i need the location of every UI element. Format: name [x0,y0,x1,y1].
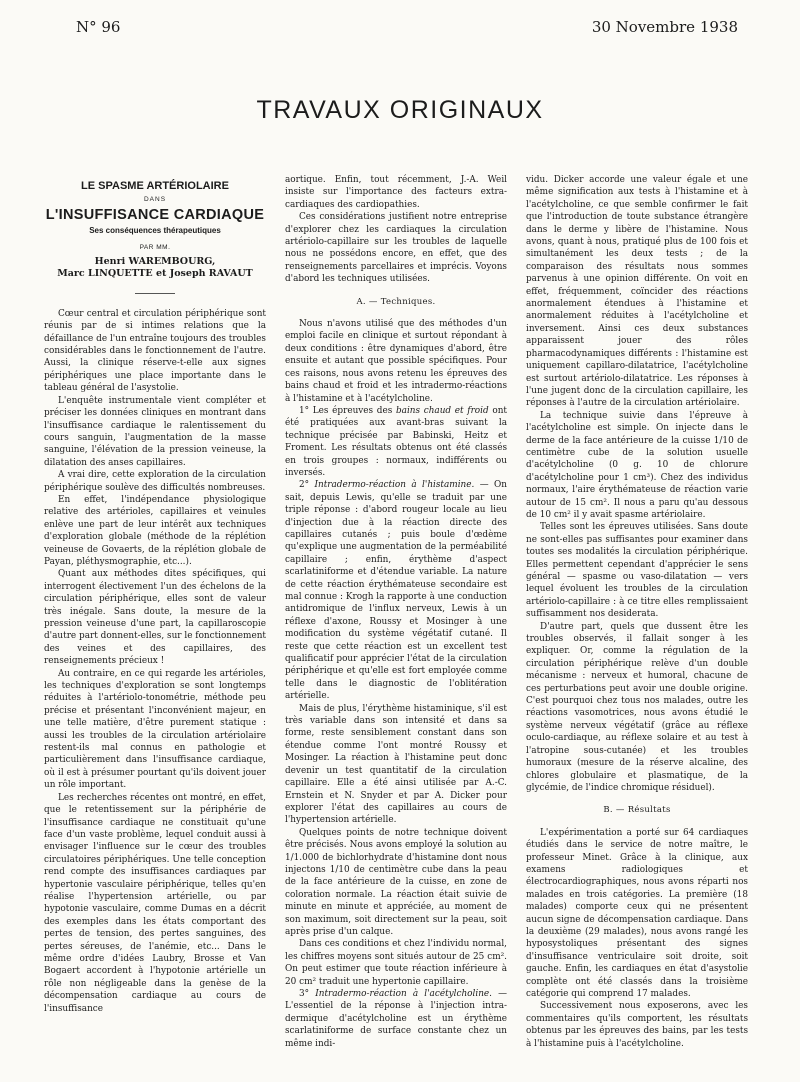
article-title-line1: LE SPASME ARTÉRIOLAIRE [81,180,229,192]
paragraph: 2° Intradermo-réaction à l'histamine. — On sait, depuis Lewis, qu'elle se traduit par une triple réponse : d'abord rougeur locale au lieu d'injection due à la réaction directe des capillaires cutanés ; puis boule d'œdème qu'explique une augmentation de la perméabilité capillaire ; enfin, érythème d'aspect scarlatiniforme et d'étendue variable. La nature de cette réaction érythémateuse secondaire est mal connue : Krogh la rapporte à une conduction antidromique de l'influx nerveux, Lewis à un réflexe d'axone, Roussy et Mosinger à une modification du système végétatif cutané. Il reste que cette réaction est un excellent test qualificatif pour apprécier l'état de la circulation périphérique et qu'elle est fort employée comme telle dans le diagnostic de l'oblitération artérielle. [285,480,507,702]
paragraph: vidu. Dicker accorde une valeur égale et une même signification aux tests à l'histamine et à l'acétylcholine, ce que semble confirmer le fait que l'introduction de toute substance étrangère dans le derme y libère de l'histamine. Nous avons, quant à nous, pratiqué plus de 100 fois et simultanément les deux tests ; de la comparaison des résultats nous sommes parvenus à une opinion différente. On voit en effet, fréquemment, coïncider des réactions anormalement étendues à l'histamine et anormalement réduites à l'acétylcholine et inversement. Ainsi ces deux substances apparaissent jouer des rôles pharmacodynamiques différents : l'histamine est uniquement capillaro-dilatatrice, l'acétylcholine est surtout artériolo-dilatatrice. Les réponses à l'une jugent donc de la circulation capillaire, les réponses à l'autre de la circulation artériolaire. [526,175,748,409]
emphasis: bains chaud et froid [395,405,489,416]
article-title-line2: L'INSUFFISANCE CARDIAQUE [45,206,265,223]
paragraph: Cœur central et circulation périphérique sont réunis par de si intimes relations que la défaillance de l'un entraîne toujours des troubles considérables dans le fonctionnement de l'autre. Aussi, la clinique réserve-t-elle aux signes périphériques une place importante dans le tableau général de l'asystolie. [44,308,266,394]
paragraph: Mais de plus, l'érythème histaminique, s'il est très variable dans son intensité et dans sa forme, reste sensiblement constant dans son étendue comme l'ont montré Roussy et Mosinger. La réaction à l'histamine peut donc devenir un test quantitatif de la circulation capillaire. Elle a été ainsi utilisée par A.-C. Ernstein et N. Snyder et par A. Dicker pour explorer l'état des capillaires au cours de l'hypertension artérielle. [285,703,507,826]
authors-line2: Marc LINQUETTE et Joseph RAVAUT [57,268,253,280]
emphasis: Intradermo-réaction à l'histamine. [314,480,475,491]
column-1 [44,174,266,1069]
column-2 [285,174,507,1069]
paragraph: 1° Les épreuves des bains chaud et froid ont été pratiquées aux avant-bras suivant la technique précisée par Babinski, Heitz et Froment. Les résultats obtenus ont été classés en trois groupes : normaux, indifférents ou inversés. [285,405,507,478]
paragraph: Telles sont les épreuves utilisées. Sans doute ne sont-elles pas suffisantes pour examiner dans toutes ses modalités la circulation périphérique. Elles permettent cependant d'apprécier le sens général — spasme ou vaso-dilatation — vers lequel évoluent les troubles de la circulation artériolo-capillaire : à ce titre elles remplissaient suffisamment nos desiderata. [526,522,748,620]
paragraph: L'enquête instrumentale vient compléter et préciser les données cliniques en montrant dans l'insuffisance cardiaque le ralentissement du cours sanguin, l'augmentation de la masse sanguine, l'élévation de la pression veineuse, la dilatation des anses capillaires. [44,395,266,468]
paragraph: aortique. Enfin, tout récemment, J.-A. Weil insiste sur l'importance des facteurs extra-cardiaques des cardiopathies. [285,175,507,210]
paragraph: 3° Intradermo-réaction à l'acétylcholine. — L'essentiel de la réponse à l'injection intra-dermique d'acétylcholine est un érythème scarlatiniforme de surface constante chez un même indi- [285,989,507,1049]
paragraph: Ces considérations justifient notre entreprise d'explorer chez les cardiaques la circulation artériolo-capillaire sur les troubles de laquelle nous ne possédons encore, en effet, que des renseignements parcellaires et imprécis. Voyons d'abord les techniques utilisées. [285,212,507,285]
article-title-dans: DANS [143,196,167,204]
paragraph: D'autre part, quels que dussent être les troubles observés, il fallait songer à les expliquer. Or, comme la régulation de la circulation périphérique relève d'un double mécanisme : nerveux et humoral, chacune de ces perturbations peut avoir une double origine. C'est pourquoi chez tous nos malades, outre les réactions vasomotrices, nous avons étudié le système nerveux végétatif (grâce au réflexe oculo-cardiaque, au réflexe solaire et au test à l'atropine sous-cutanée) et les troubles humoraux (mesure de la réserve alcaline, des chlores globulaire et plasmatique, de la glycémie, de l'indice chromique résiduel). [526,621,748,793]
paragraph: Nous n'avons utilisé que des méthodes d'un emploi facile en clinique et surtout répondant à deux conditions : être dynamiques d'abord, être ensuite et autant que possible spécifiques. Pour ces raisons, nous avons retenu les épreuves des bains chaud et froid et les intradermo-réactions à l'histamine et à l'acétylcholine. [285,319,507,404]
paragraph: En effet, l'indépendance physiologique relative des artérioles, capillaires et veinules enlève une part de leur intérêt aux techniques d'exploration globale (méthode de la réplétion veineuse de Govaerts, de la réplétion globale de Payan, pléthysmographie, etc...). [44,494,266,567]
paragraph: Les recherches récentes ont montré, en effet, que le retentissement sur la périphérie de l'insuffisance cardiaque ne constituait qu'une face d'un vaste problème, lequel conduit aussi à envisager l'influence sur le cœur des troubles circulatoires périphériques. Une telle conception rend compte des insuffisances cardiaques par hypertonie vasculaire périphérique, telles qu'en réalise l'hypertension artérielle, ou par hypotonie vasculaire, comme Dumas en a décrit des exemples dans les états comportant des pertes de tension, des pertes sanguines, des pertes séreuses, de l'anémie, etc... Dans le même ordre d'idées Laubry, Brosse et Van Bogaert accordent à l'hypotonie artérielle un rôle non négligeable dans la genèse de la décompensation cardiaque au cours de l'insuffisance [44,792,266,1014]
journal-section-title: TRAVAUX ORIGINAUX [256,96,544,124]
article-par: PAR MM. [139,243,171,251]
section-heading-results: B. — Résultats [603,805,671,816]
paragraph: Au contraire, en ce qui regarde les artérioles, les techniques d'exploration se sont longtemps réduites à l'artériolo-tonométrie, méthode peu précise et présentant l'inconvénient majeur, en une telle matière, d'être purement statique : aussi les troubles de la circulation artériolaire restent-ils mal connus en pathologie et particulièrement dans l'insuffisance cardiaque, où il est à présumer pourtant qu'ils doivent jouer un rôle important. [44,668,266,791]
header-divider [135,293,175,294]
paragraph: A vrai dire, cette exploration de la circulation périphérique soulève des difficultés nombreuses. [44,470,266,493]
paragraph: La technique suivie dans l'épreuve à l'acétylcholine est simple. On injecte dans le derme de la face antérieure de la cuisse 1/10 de centimètre cube de la solution usuelle d'acétylcholine (0 g. 10 de chlorure d'acétylcholine pour 1 cm³). Chez des individus normaux, l'aire érythémateuse de réaction varie autour de 15 cm². Il nous a paru qu'au dessous de 10 cm² il y avait spasme artériolaire. [526,410,748,520]
paragraph: Quelques points de notre technique doivent être précisés. Nous avons employé la solution au 1/1.000 de bichlorhydrate d'histamine dont nous injectons 1/10 de centimètre cube dans la peau de la face antérieure de la cuisse, en zone de coloration normale. La réaction était suivie de minute en minute et appréciée, au moment de son maximum, soit directement sur la peau, soit après prise d'un calque. [285,827,507,937]
paragraph: Quant aux méthodes dites spécifiques, qui interrogent électivement l'un des échelons de la circulation périphérique, elles sont de valeur très inégale. Sans doute, la mesure de la pression veineuse d'une part, la capillaroscopie d'autre part donnent-elles, sur le fonctionnement des veines et des capillaires, des renseignements précieux ! [44,569,266,667]
issue-number: N° 96 [76,18,121,36]
article-subtitle: Ses conséquences thérapeutiques [89,226,221,236]
issue-date: 30 Novembre 1938 [591,18,738,36]
section-heading-techniques: A. — Techniques. [356,296,436,307]
emphasis: Intradermo-réaction à l'acétylcholine. [315,989,492,999]
paragraph: Successivement nous exposerons, avec les commentaires qu'ils comportent, les résultats obtenus par les épreuves des bains, par les tests à l'histamine puis à l'acétylcholine. [526,1001,748,1049]
paragraph: L'expérimentation a porté sur 64 cardiaques étudiés dans le service de notre maître, le professeur Minet. Grâce à la clinique, aux examens radiologiques et électrocardiographiques, nous avons réparti nos malades en trois catégories. La première (18 malades) comporte ceux qui ne présentent aucun signe de décompensation cardiaque. Dans la deuxième (29 malades), nous avons rangé les hyposystoliques présentant des signes d'insuffisance ventriculaire soit droite, soit gauche. Enfin, les cardiaques en état d'asystolie complète ont été classés dans la troisième catégorie qui comprend 17 malades. [526,827,748,999]
column-3 [526,174,748,1069]
paragraph: Dans ces conditions et chez l'individu normal, les chiffres moyens sont situés autour de 25 cm². On peut estimer que toute réaction inférieure à 20 cm² traduit une hypertonie capillaire. [285,939,507,987]
authors-line1: Henri WAREMBOURG, [94,256,216,268]
article-header [44,180,266,294]
